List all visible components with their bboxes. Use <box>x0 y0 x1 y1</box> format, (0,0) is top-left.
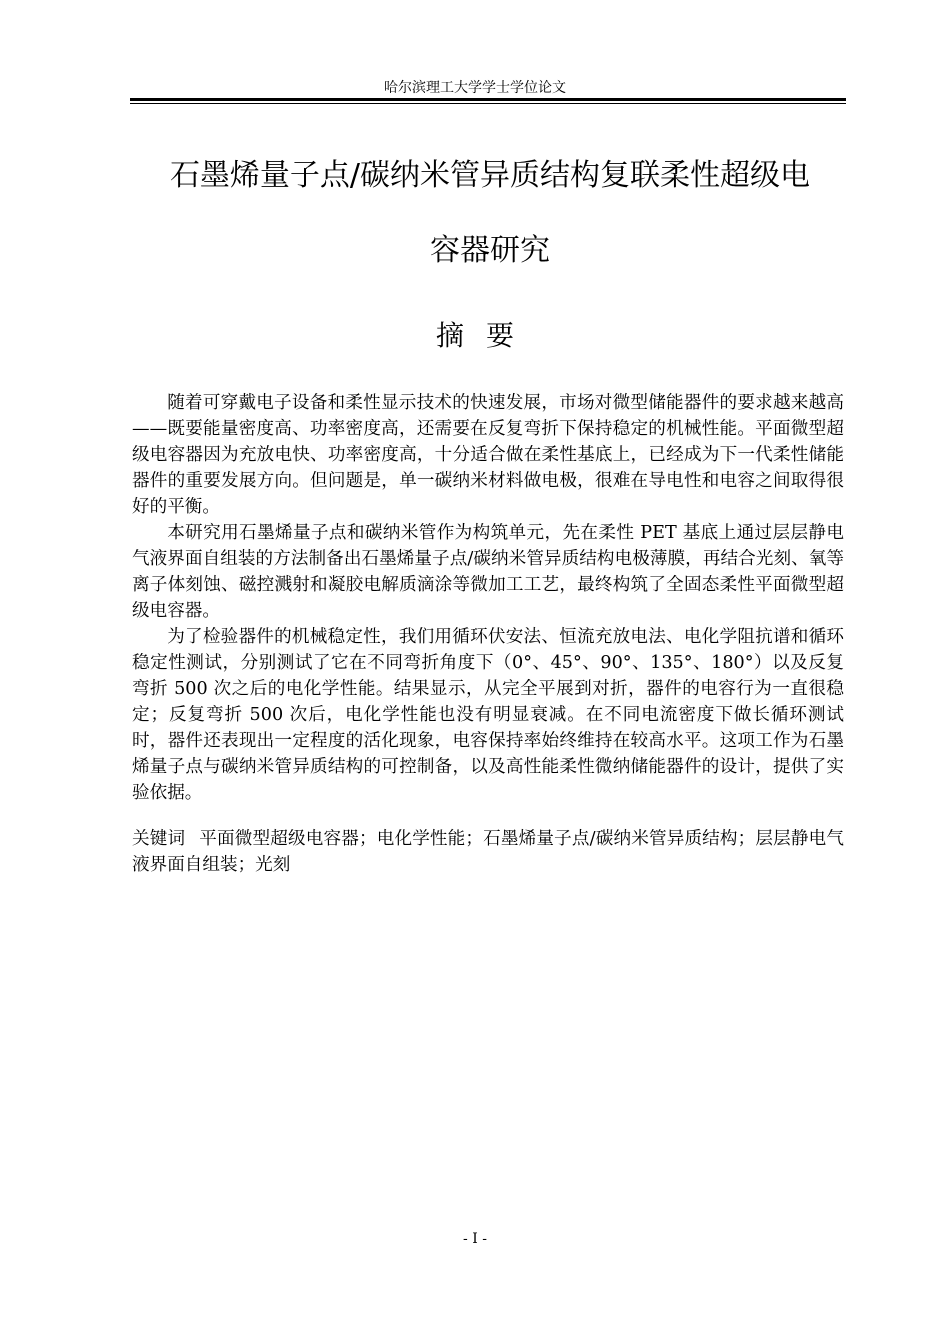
abstract-heading: 摘要 <box>435 319 536 352</box>
thesis-title-line-2: 容器研究 <box>430 233 550 268</box>
abstract-paragraph-1: 随着可穿戴电子设备和柔性显示技术的快速发展，市场对微型储能器件的要求越来越高——既要能量密度高、功率密度高，还需要在反复弯折下保持稳定的机械性能。平面微型超级电容器因为充放电快、功率密度高，十分适合做在柔性基底上，已经成为下一代柔性储能器件的重要发展方向。但问题是，单一碳纳米材料做电极，很难在导电性和电容之间取得很好的平衡。 <box>132 393 844 517</box>
thesis-title-line-1: 石墨烯量子点/碳纳米管异质结构复联柔性超级电 <box>169 158 811 193</box>
keywords-label: 关键词 <box>132 829 186 849</box>
header-rule-thin <box>130 103 846 104</box>
page-number: - I - <box>463 1231 487 1247</box>
abstract-paragraph-2: 本研究用石墨烯量子点和碳纳米管作为构筑单元，先在柔性 PET 基底上通过层层静电气液界面自组装的方法制备出石墨烯量子点/碳纳米管异质结构电极薄膜，再结合光刻、氧等离子体刻蚀、磁控溅射和凝胶电解质滴涂等微加工工艺，最终构筑了全固态柔性平面微型超级电容器。 <box>132 523 844 621</box>
running-header: 哈尔滨理工大学学士学位论文 <box>384 80 566 96</box>
abstract-paragraph-3: 为了检验器件的机械稳定性，我们用循环伏安法、恒流充放电法、电化学阻抗谱和循环稳定性测试，分别测试了它在不同弯折角度下（0°、45°、90°、135°、180°）以及反复弯折 500 次之后的电化学性能。结果显示，从完全平展到对折，器件的电容行为一直很稳定；反复弯折 500 次后，电化学性能也没有明显衰减。在不同电流密度下做长循环测试时，器件还表现出一定程度的活化现象，电容保持率始终维持在较高水平。这项工作为石墨烯量子点与碳纳米管异质结构的可控制备，以及高性能柔性微纳储能器件的设计，提供了实验依据。 <box>132 627 844 803</box>
keywords-block <box>132 826 844 878</box>
abstract-body <box>132 390 844 878</box>
keywords-text: 平面微型超级电容器；电化学性能；石墨烯量子点/碳纳米管异质结构；层层静电气液界面自组装；光刻 <box>132 829 844 875</box>
header-rule-thick <box>130 98 846 101</box>
